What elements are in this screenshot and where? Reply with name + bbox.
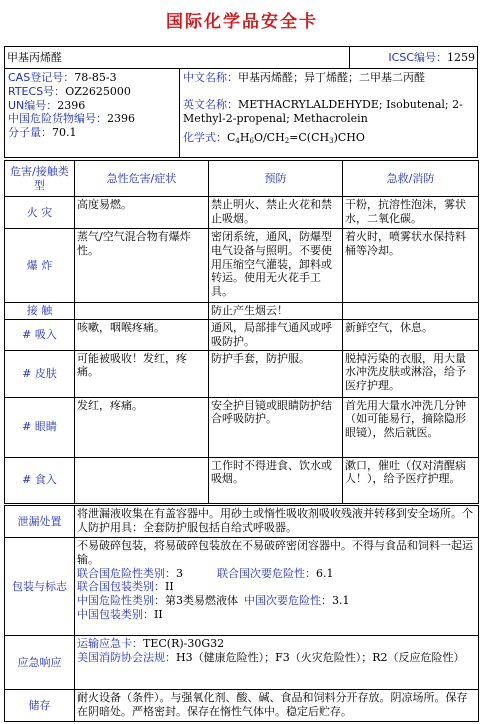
identification-table (4, 68, 478, 158)
storage-row (5, 690, 479, 722)
un-sub-value: 6.1 (316, 566, 334, 580)
cn-danger-number: 2396 (107, 112, 135, 126)
nfpa-line (77, 651, 476, 665)
cn-danger-line (8, 112, 176, 126)
row-label-contact: 接 触 (5, 303, 75, 320)
cn-class-line (77, 594, 476, 608)
emergency-card-label: 运输应急卡： (77, 637, 143, 650)
formula: $C_4H_6O/CH_2=C(CH_3)CHO$ (227, 131, 365, 146)
rtecs-label: RTECS号： (8, 84, 66, 98)
cas-label: CAS登记号： (8, 71, 75, 84)
un-pack-label: 联合国包装类别： (77, 580, 165, 594)
cas-line (8, 71, 176, 85)
header-acute: 急性危害/症状 (75, 161, 209, 197)
table-row (5, 397, 479, 457)
table-row (5, 229, 479, 303)
molecular-weight-line (8, 126, 176, 140)
formula-line (183, 131, 474, 146)
cn-class-value: 第3类易燃液体 (165, 594, 238, 607)
fire-prevent: 禁止明火、禁止火花和禁止吸烟。 (209, 197, 343, 229)
table-row (5, 457, 479, 503)
en-name-value-1: METHACRYLALDEHYDE; Isobutenal; 2- (238, 97, 463, 111)
header-prevent: 预防 (209, 161, 343, 197)
identifiers-cell (5, 69, 180, 158)
cn-name-label: 中文名称： (183, 71, 238, 84)
rtecs-number: OZ2625000 (65, 84, 131, 98)
emergency-label: 应急响应 (5, 636, 75, 690)
packing-label: 包装与标志 (5, 538, 75, 636)
un-pack-value: II (165, 580, 174, 594)
rtecs-line (8, 85, 176, 99)
icsc-label: ICSC编号： (388, 50, 447, 64)
fire-acute: 高度易燃。 (75, 197, 209, 229)
skin-aid: 脱掉污染的衣服，用大量水冲洗皮肤或淋浴，给予医疗护理。 (343, 350, 479, 397)
explosion-acute: 蒸气/空气混合物有爆炸性。 (75, 229, 209, 303)
un-number: 2396 (57, 98, 86, 112)
row-label-inhalation: # 吸入 (5, 320, 75, 351)
cas-number: 78-85-3 (74, 71, 117, 84)
inhalation-aid: 新鲜空气，休息。 (343, 320, 479, 351)
nfpa-label: 美国消防协会法规： (77, 650, 176, 664)
cn-class-label: 中国危险性类别： (77, 594, 165, 607)
ingestion-acute (75, 457, 209, 503)
header-bar (4, 46, 478, 69)
fire-aid: 干粉，抗溶性泡沫，雾状水，二氧化碳。 (343, 197, 479, 229)
contact-acute (75, 303, 209, 320)
table-row (5, 350, 479, 397)
emergency-card-line (77, 637, 476, 651)
emergency-card-value: TEC(R)-30G32 (143, 637, 225, 650)
packing-row (5, 538, 479, 636)
en-name-line (183, 98, 474, 112)
cn-name-line (183, 71, 474, 85)
skin-prevent: 防护手套，防护服。 (209, 350, 343, 397)
leak-text: 将泄漏液收集在有盖容器中。用砂土或惰性吸收剂吸收残液并转移到安全场所。个人防护用具：全套防护服包括自给式呼吸器。 (75, 506, 479, 538)
cn-name-value: 甲基丙烯醛；异丁烯醛；二甲基二丙醛 (238, 71, 425, 84)
header-type: 危害/接触类型 (5, 161, 75, 197)
un-class-line (77, 567, 476, 581)
cn-sub-label: 中国次要危险性： (244, 594, 332, 607)
formula-label: 化学式： (183, 131, 227, 145)
table-row (5, 197, 479, 229)
leak-row (5, 506, 479, 538)
row-label-ingestion: # 食入 (5, 457, 75, 503)
chemical-name-cell (5, 47, 350, 69)
en-name-label: 英文名称： (183, 97, 238, 111)
cn-pack-value: II (154, 607, 163, 621)
un-pack-line (77, 580, 476, 594)
en-name-line-2: Methyl-2-propenal; Methacrolein (183, 111, 368, 125)
names-cell (180, 69, 478, 158)
packing-content (75, 538, 479, 636)
ingestion-aid: 漱口，催吐（仅对清醒病人！），给予医疗护理。 (343, 457, 479, 503)
leak-label: 泄漏处置 (5, 506, 75, 538)
eyes-aid: 首先用大量水冲洗几分钟（如可能易行，摘除隐形眼镜），然后就医。 (343, 397, 479, 457)
cn-pack-label: 中国包装类别： (77, 607, 154, 621)
row-label-skin: # 皮肤 (5, 350, 75, 397)
hazard-table-header (5, 161, 479, 197)
icsc-number: 1259 (447, 50, 475, 64)
eyes-acute: 发红，疼痛。 (75, 397, 209, 457)
storage-text: 耐火设备（条件）。与强氧化剂、酸、碱、食品和饲料分开存放。阴凉场所。保存在阴暗处。严格密封。保存在惰性气体中。稳定后贮存。 (75, 690, 479, 722)
inhalation-prevent: 通风，局部排气通风或呼吸防护。 (209, 320, 343, 351)
cn-sub-value: 3.1 (332, 594, 350, 607)
table-row (5, 320, 479, 351)
cn-pack-line (77, 608, 476, 622)
emergency-row (5, 636, 479, 690)
explosion-aid: 着火时，喷雾状水保持料桶等冷却。 (343, 229, 479, 303)
un-sub-label: 联合国次要危险性： (217, 566, 316, 580)
handling-table (4, 505, 479, 722)
inhalation-acute: 咳嗽，咽喉疼痛。 (75, 320, 209, 351)
mw-label: 分子量： (8, 126, 52, 139)
nfpa-value: H3（健康危险性）；F3（火灾危险性）；R2（反应危险性） (176, 650, 465, 664)
document-title: 国际化学品安全卡 (166, 12, 318, 32)
eyes-prevent: 安全护目镜或眼睛防护结合呼吸防护。 (209, 397, 343, 457)
emergency-content (75, 636, 479, 690)
cn-danger-label: 中国危险货物编号： (8, 112, 107, 126)
packing-text: 不易破碎包装，将易破碎包装放在不易破碎密闭容器中。不得与食品和饲料一起运输。 (77, 539, 473, 566)
icsc-cell (350, 47, 478, 69)
un-class-label: 联合国危险性类别： (77, 566, 176, 580)
un-class-value: 3 (176, 566, 183, 580)
un-label: UN编号： (8, 98, 58, 112)
contact-prevent: 防止产生烟云！ (209, 303, 343, 320)
mw-value: 70.1 (52, 126, 77, 139)
table-row (5, 303, 479, 320)
header-aid: 急救/消防 (343, 161, 479, 197)
ingestion-prevent: 工作时不得进食、饮水或吸烟。 (209, 457, 343, 503)
un-line (8, 99, 176, 113)
row-label-eyes: # 眼睛 (5, 397, 75, 457)
chemical-name: 甲基丙烯醛 (7, 50, 62, 64)
row-label-fire: 火 灾 (5, 197, 75, 229)
skin-acute: 可能被吸收！发红，疼痛。 (75, 350, 209, 397)
hazard-table (4, 160, 479, 504)
explosion-prevent: 密闭系统，通风，防爆型电气设备与照明。不要使用压缩空气灌装，卸料或转运。使用无火花手工具。 (209, 229, 343, 303)
row-label-explosion: 爆 炸 (5, 229, 75, 303)
contact-aid (343, 303, 479, 320)
spacer (183, 85, 474, 98)
storage-label: 储存 (5, 690, 75, 722)
